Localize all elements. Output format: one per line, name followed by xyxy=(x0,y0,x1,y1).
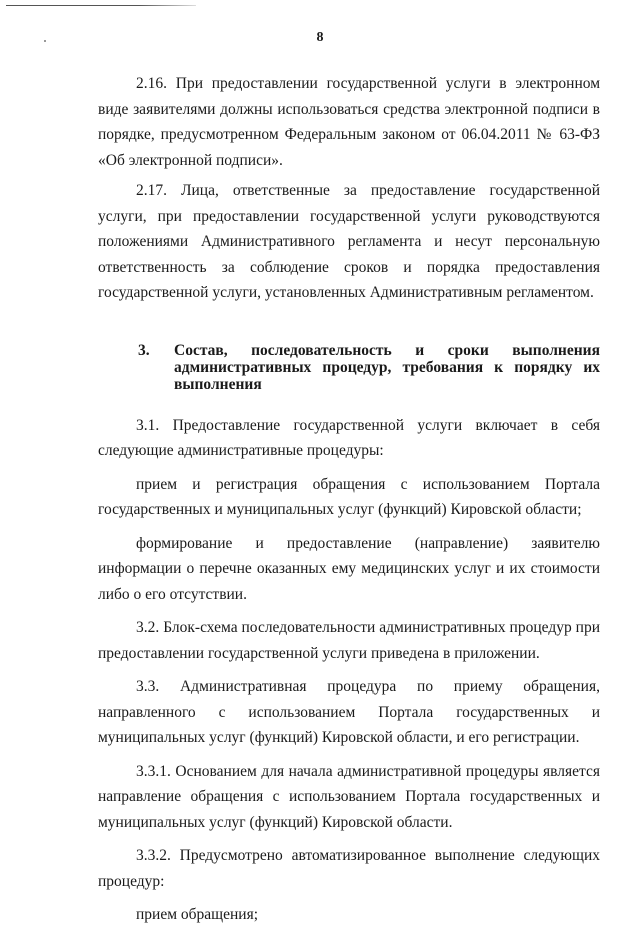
paragraph-3-3-2: 3.3.2. Предусмотрено автоматизированное выполнение следующих процедур: xyxy=(98,847,600,890)
document-body xyxy=(98,71,600,928)
paragraph-procedure-2: формирование и предоставление (направление) заявителю информации о перечне оказанных ему медицинских услуг и их стоимости либо о его отсутствии. xyxy=(98,534,600,603)
section-title: Состав, последовательность и сроки выполнения административных процедур, требования к порядку их выполнения xyxy=(174,341,600,393)
paragraph-3-2: 3.2. Блок-схема последовательности административных процедур при предоставлении государственной услуги приведена в приложении. xyxy=(98,619,600,662)
paragraph-2-16: 2.16. При предоставлении государственной услуги в электронном виде заявителями должны использоваться средства электронной подписи в порядке, предусмотренном Федеральным законом от 06.04.2011 № 63-ФЗ «Об электронной подписи». xyxy=(98,75,600,169)
scan-artifact-line xyxy=(6,5,196,6)
section-number: 3. xyxy=(138,341,150,359)
paragraph-3-3: 3.3. Административная процедура по приему обращения, направленного с использованием Портала государственных и муниципальных услуг (функций) Кировской области, и его регистрации. xyxy=(98,678,600,746)
section-heading xyxy=(98,342,600,393)
paragraph-procedure-1: прием и регистрация обращения с использованием Портала государственных и муниципальных услуг (функций) Кировской области; xyxy=(98,475,600,518)
paragraph-2-17: 2.17. Лица, ответственные за предоставление государственной услуги, при предоставлении государственной услуги руководствуются положениями Административного регламента и несут персональную ответственность за соблюдение сроков и порядка предоставления государственной услуги, установленных Административным регламентом. xyxy=(98,182,600,301)
paragraph-3-3-1: 3.3.1. Основанием для начала административной процедуры является направление обращения с использованием Портала государственных и муниципальных услуг (функций) Кировской области. xyxy=(98,762,600,831)
page-number: 8 xyxy=(316,30,324,45)
paragraph-3-1: 3.1. Предоставление государственной услуги включает в себя следующие административные процедуры: xyxy=(98,416,600,459)
paragraph-receive-request: прием обращения; xyxy=(136,906,259,923)
